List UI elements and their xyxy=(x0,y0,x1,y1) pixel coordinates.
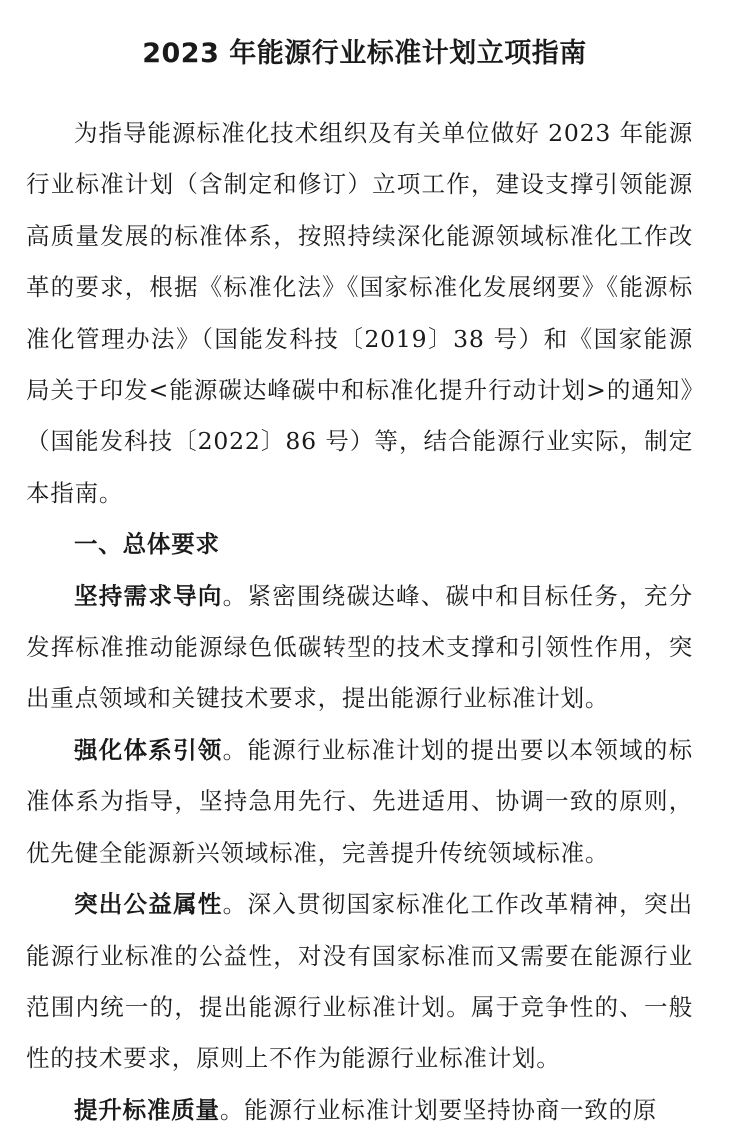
requirement-paragraph xyxy=(26,571,693,725)
requirement-paragraph xyxy=(26,725,693,879)
document-body xyxy=(26,108,693,1136)
requirement-lead: 突出公益属性 xyxy=(74,890,223,919)
requirement-paragraph xyxy=(26,879,693,1085)
intro-paragraph: 为指导能源标准化技术组织及有关单位做好 2023 年能源行业标准计划（含制定和修订）立项工作，建设支撑引领能源高质量发展的标准体系，按照持续深化能源领域标准化工作改革的要求，根据《标准化法》《国家标准化发展纲要》《能源标准化管理办法》（国能发科技〔2019〕38 号）和《国家能源局关于印发<能源碳达峰碳中和标准化提升行动计划>的通知》（国能发科技〔2022〕86 号）等，结合能源行业实际，制定本指南。 xyxy=(26,119,693,507)
requirement-text: 。紧密围绕碳达峰、碳中和目标任务，充分发挥标准推动能源绿色低碳转型的技术支撑和引领性作用，突出重点领域和关键技术要求，提出能源行业标准计划。 xyxy=(26,581,693,713)
requirement-text: 。深入贯彻国家标准化工作改革精神，突出能源行业标准的公益性，对没有国家标准而又需要在能源行业范围内统一的，提出能源行业标准计划。属于竞争性的、一般性的技术要求，原则上不作为能源行业标准计划。 xyxy=(26,890,693,1073)
requirement-lead: 坚持需求导向 xyxy=(74,581,223,610)
requirement-lead: 提升标准质量 xyxy=(74,1095,220,1124)
section-heading: 一、总体要求 xyxy=(74,530,220,559)
requirement-text: 。能源行业标准计划要坚持协商一致的原 xyxy=(219,1095,658,1124)
requirement-text: 。能源行业标准计划的提出要以本领域的标准体系为指导，坚持急用先行、先进适用、协调一致的原则，优先健全能源新兴领域标准，完善提升传统领域标准。 xyxy=(26,735,693,867)
requirement-paragraph xyxy=(26,1085,693,1136)
document-title: 2023 年能源行业标准计划立项指南 xyxy=(142,38,587,69)
requirement-lead: 强化体系引领 xyxy=(74,735,223,764)
